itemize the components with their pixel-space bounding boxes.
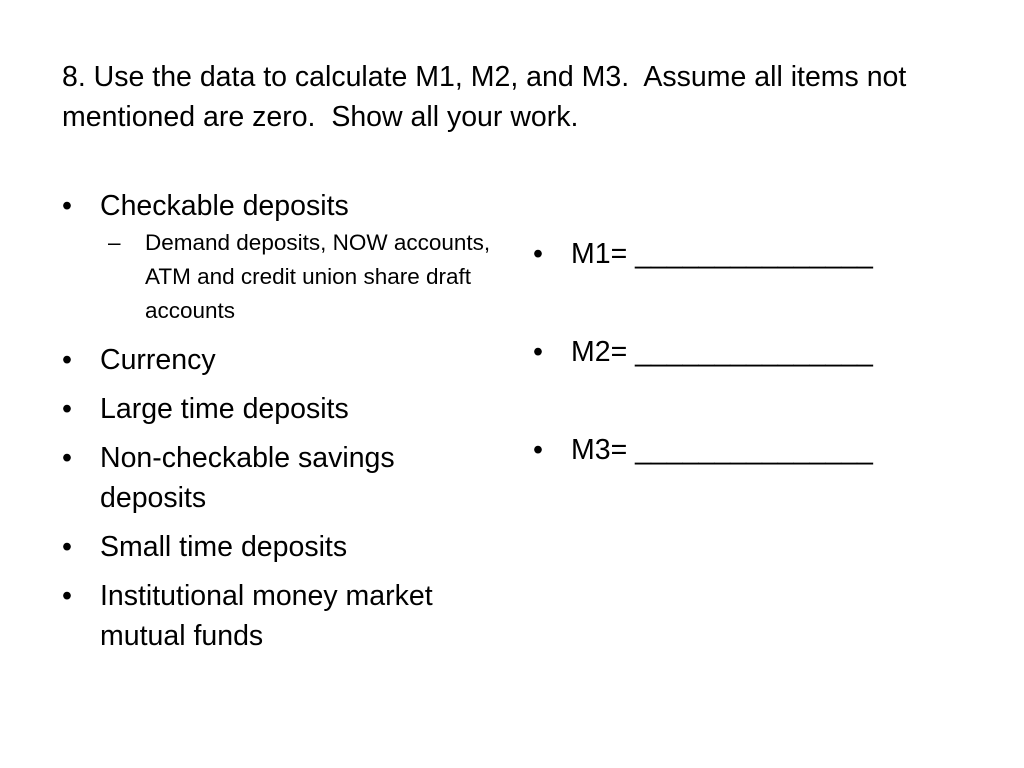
sub-list-item-checkable-details	[108, 226, 502, 328]
list-item-label: Currency	[100, 344, 216, 376]
answer-label: M3= _______________	[571, 434, 873, 466]
list-item-label: Checkable deposits	[100, 190, 349, 222]
list-item-non-checkable-savings	[62, 438, 502, 518]
answer-item-m1	[533, 234, 973, 274]
list-item-checkable-deposits	[62, 186, 502, 226]
answer-list	[533, 234, 973, 528]
bullet-icon: •	[62, 393, 72, 425]
question-title: 8. Use the data to calculate M1, M2, and M3. Assume all items not mentioned are zero. Show all your work.	[62, 61, 915, 133]
bullet-icon: •	[533, 238, 543, 270]
list-item-institutional-mmmf	[62, 576, 502, 656]
answer-item-m3	[533, 430, 973, 470]
answer-item-m2	[533, 332, 973, 372]
list-item-label: Institutional money market mutual funds	[100, 580, 433, 652]
bullet-icon: •	[62, 442, 72, 474]
list-item-label: Small time deposits	[100, 531, 348, 563]
bullet-icon: •	[62, 190, 72, 222]
dash-icon: –	[108, 230, 121, 255]
bullet-icon: •	[62, 344, 72, 376]
data-items-list	[62, 186, 502, 656]
list-item-label: Non-checkable savings deposits	[100, 442, 395, 514]
list-item-label: Large time deposits	[100, 393, 349, 425]
list-item-large-time-deposits	[62, 389, 502, 429]
list-item-currency	[62, 340, 502, 380]
bullet-icon: •	[533, 434, 543, 466]
answer-label: M2= _______________	[571, 336, 873, 368]
bullet-icon: •	[533, 336, 543, 368]
bullet-icon: •	[62, 531, 72, 563]
sub-list-item-label: Demand deposits, NOW accounts, ATM and credit union share draft accounts	[145, 230, 491, 323]
bullet-icon: •	[62, 580, 72, 612]
list-item-small-time-deposits	[62, 527, 502, 567]
answer-label: M1= _______________	[571, 238, 873, 270]
